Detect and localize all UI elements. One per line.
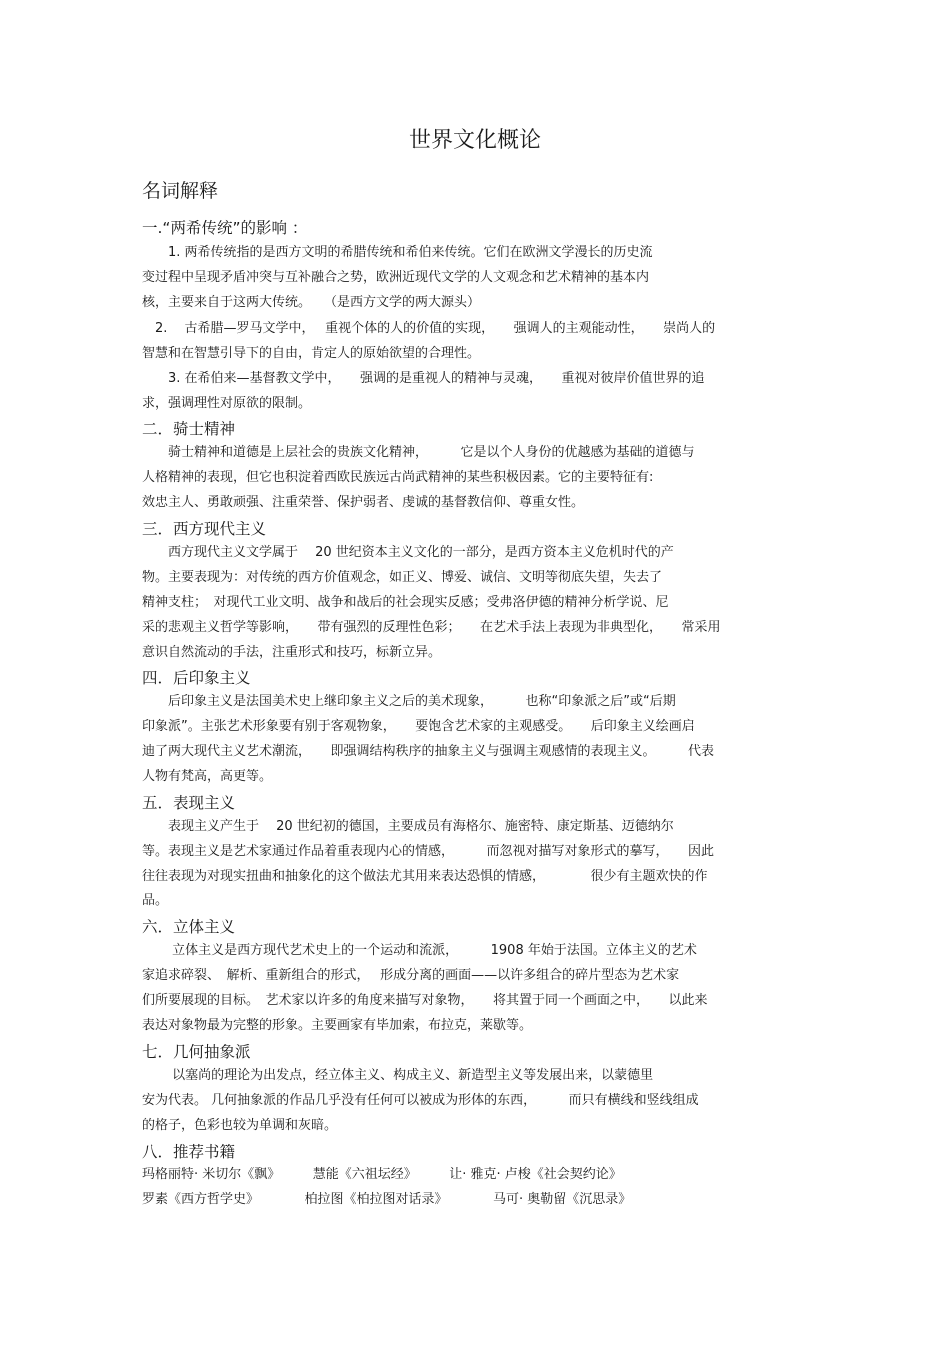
section-title: 名词解释: [142, 180, 219, 202]
text-line: 意识自然流动的手法，注重形式和技巧，标新立异。: [142, 645, 442, 660]
heading-7: 七．几何抽象派: [142, 1043, 251, 1061]
heading-2: 二．骑士精神: [142, 420, 236, 438]
heading-3: 三．西方现代主义: [142, 520, 267, 538]
text-line: 效忠主人、勇敢顽强、注重荣誉、保护弱者、虔诚的基督教信仰、尊重女性。: [142, 495, 585, 510]
text-line: 们所要展现的目标。 艺术家以许多的角度来描写对象物， 将其置于同一个画面之中， 以此来: [142, 993, 708, 1008]
book-list-line: 玛格丽特· 米切尔《飘》 慧能《六祖坛经》 让· 雅克· 卢梭《社会契约论》: [142, 1167, 622, 1182]
heading-6: 六．立体主义: [142, 918, 236, 936]
heading-4: 四．后印象主义: [142, 669, 251, 687]
text-line: 骑士精神和道德是上层社会的贵族文化精神， 它是以个人身份的优越感为基础的道德与: [142, 445, 695, 460]
text-line: 家追求碎裂、 解析、重新组合的形式， 形成分离的画面——以许多组合的碎片型态为艺术家: [142, 968, 680, 983]
text-line: 物。主要表现为：对传统的西方价值观念，如正义、博爱、诚信、文明等彻底失望，失去了: [142, 570, 663, 585]
text-line: 表达对象物最为完整的形象。主要画家有毕加索，布拉克，莱歇等。: [142, 1018, 533, 1033]
text-line: 的格子，色彩也较为单调和灰暗。: [142, 1118, 338, 1133]
heading-8: 八．推荐书籍: [142, 1143, 236, 1161]
text-line: 采的悲观主义哲学等影响， 带有强烈的反理性色彩； 在艺术手法上表现为非典型化， 常采用: [142, 620, 721, 635]
text-line: 核，主要来自于这两大传统。 （是西方文学的两大源头）: [142, 295, 481, 310]
text-line: 安为代表。 几何抽象派的作品几乎没有任何可以被成为形体的东西， 而只有横线和竖线组成: [142, 1093, 699, 1108]
text-line: 立体主义是西方现代艺术史上的一个运动和流派， 1908 年始于法国。立体主义的艺术: [142, 943, 697, 958]
text-line: 后印象主义是法国美术史上继印象主义之后的美术现象， 也称“印象派之后”或“后期: [142, 694, 676, 709]
heading-5: 五．表现主义: [142, 794, 236, 812]
text-line: 人物有梵高，高更等。: [142, 769, 273, 784]
text-line: 1. 两希传统指的是西方文明的希腊传统和希伯来传统。它们在欧洲文学漫长的历史流: [142, 245, 653, 260]
text-line: 印象派”。主张艺术形象要有别于客观物象， 要饱含艺术家的主观感受。 后印象主义绘画启: [142, 719, 695, 734]
text-line: 2. 古希腊—罗马文学中， 重视个体的人的价值的实现， 强调人的主观能动性， 崇尚人的: [142, 321, 716, 336]
text-line: 以塞尚的理论为出发点，经立体主义、构成主义、新造型主义等发展出来，以蒙德里: [142, 1068, 654, 1083]
text-line: 西方现代主义文学属于 20 世纪资本主义文化的一部分，是西方资本主义危机时代的产: [142, 545, 674, 560]
text-line: 往往表现为对现实扭曲和抽象化的这个做法尤其用来表达恐惧的情感， 很少有主题欢快的作: [142, 869, 708, 884]
text-line: 变过程中呈现矛盾冲突与互补融合之势，欧洲近现代文学的人文观念和艺术精神的基本内: [142, 270, 650, 285]
text-line: 精神支柱； 对现代工业文明、战争和战后的社会现实反感；受弗洛伊德的精神分析学说、尼: [142, 595, 669, 610]
text-line: 求，强调理性对原欲的限制。: [142, 396, 312, 411]
heading-1: 一.“两希传统”的影响 ：: [142, 219, 308, 237]
text-line: 智慧和在智慧引导下的自由，肯定人的原始欲望的合理性。: [142, 346, 481, 361]
text-line: 人格精神的表现，但它也积淀着西欧民族远古尚武精神的某些积极因素。它的主要特征有:: [142, 470, 654, 485]
text-line: 迪了两大现代主义艺术潮流， 即强调结构秩序的抽象主义与强调主观感情的表现主义。 代表: [142, 744, 715, 759]
text-line: 等。表现主义是艺术家通过作品着重表现内心的情感， 而忽视对描写对象形式的摹写， 因此: [142, 844, 715, 859]
text-line: 表现主义产生于 20 世纪初的德国，主要成员有海格尔、施密特、康定斯基、迈德纳尔: [142, 819, 674, 834]
text-line: 品。: [142, 893, 169, 908]
book-list-line: 罗素《西方哲学史》 柏拉图《柏拉图对话录》 马可· 奥勒留《沉思录》: [142, 1192, 632, 1207]
document-title: 世界文化概论: [408, 128, 541, 153]
text-line: 3. 在希伯来—基督教文学中， 强调的是重视人的精神与灵魂， 重视对彼岸价值世界的追: [142, 371, 705, 386]
